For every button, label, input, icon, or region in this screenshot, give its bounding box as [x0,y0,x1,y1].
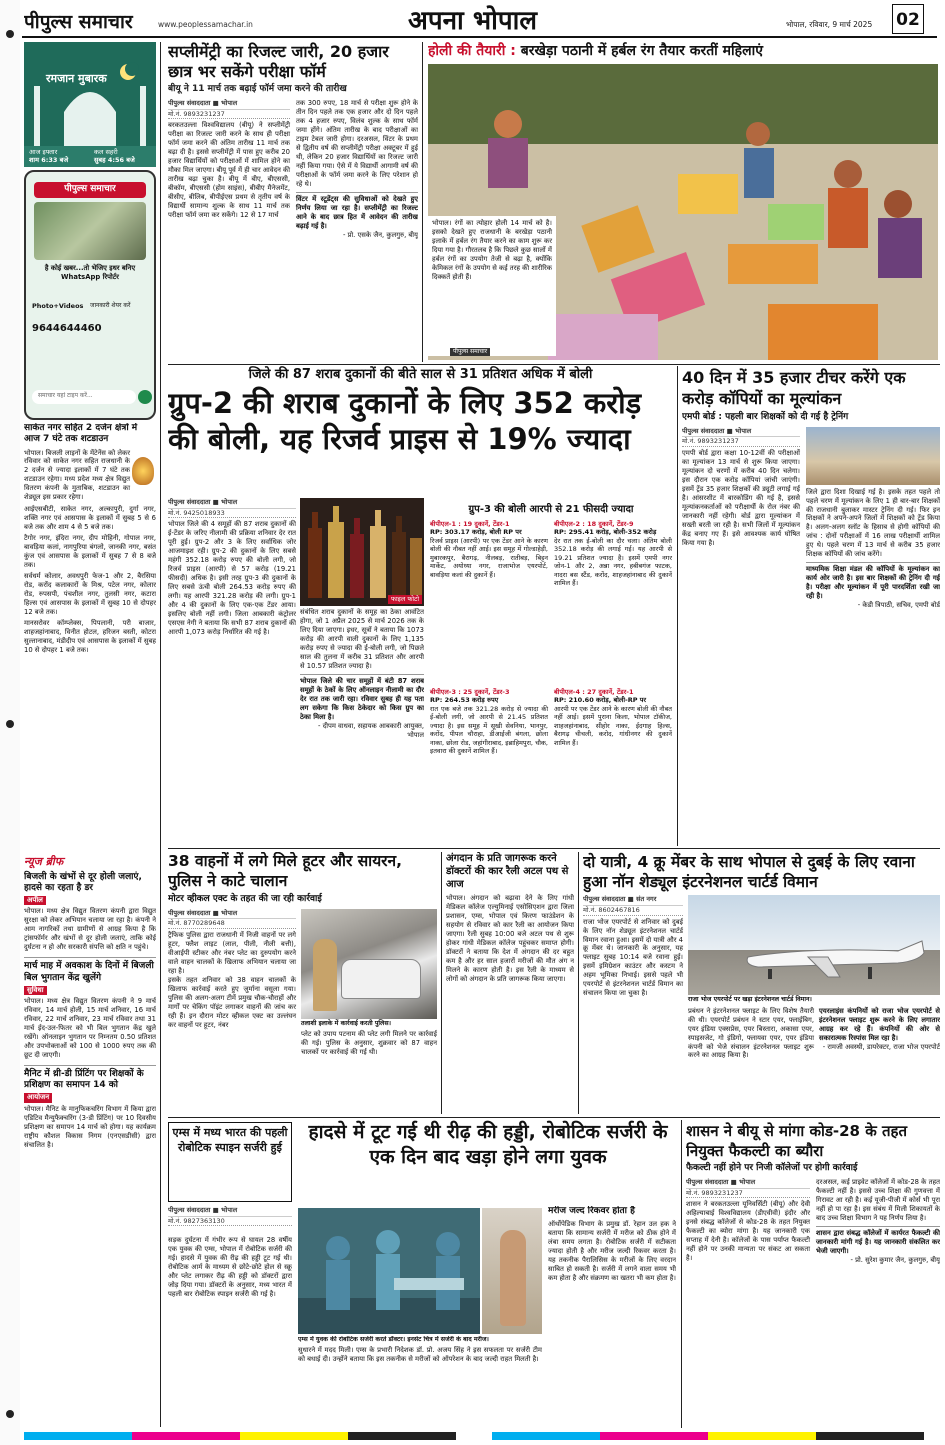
brief-1-text: भोपाल। मध्य क्षेत्र विद्युत वितरण कंपनी द्वारा विद्युत सुरक्षा को लेकर अभियान चलाया जा रहा है। कंपनी ने आम नागरिकों तथा ग्रामीणों से आग्रह किया है कि ट्रांसफॉर्मर और खंभों से दूर होली जलाएं, ताकि कोई दुर्घटना न हो और सरकारी संपत्ति को क्षति न पहुंचे। [24,907,156,952]
share-label: जानकारी शेयर करें [90,302,131,309]
brief-3-text: भोपाल। मैनिट के मानुफिकचरिंग विभाग में किया द्वारा एडिटिव मैन्युफैक्चरिंग (3-डी प्रिंटिंग) पर 10 दिवसीय प्रशिक्षण का समापन 14 मार्च को होगा। यह कार्यक्रम राष्ट्रीय कौशल विकास निगम (एनएसडीसी) द्वारा संचालित है। [24,1104,156,1149]
liquor-mobile: मो.नं. 9425018933 [168,509,296,519]
promo-photo [34,202,146,260]
group-1-text: रिजर्व प्राइस (आरपी) पर एक टेंडर आने के कारण बोली की नौबत नहीं आई। इस समूह में गोल्डाहेड़ी, मुबारकपुर, बैरागढ़, नीलबड़, रातीबड़, बिट्टन मार्केट, अयोध्या नगर, राजाभोज एयरपोर्ट, बावड़िया कलां की दुकानें हैं। [430,536,548,579]
shutdown-list [24,505,156,655]
brief-2-label: सुविधा [24,986,47,995]
shutdown-article [24,423,156,853]
traffic-subhead: मोटर व्हीकल एक्ट के तहत की जा रही कार्रवाई [168,893,322,904]
robotic-col2: सुधारने में मदद मिली। एम्स के प्रभारी निदेशक डॉ. प्रो. अजय सिंह ने इस सफलता पर सर्जरी टीम को बधाई दी। उन्होंने बताया कि इस तकनीक से मरीजों को ऑपरेशन के बाद जल्दी राहत मिलती है। [298,1346,542,1363]
faculty-article [686,1122,940,1428]
exam-subhead: बीयू ने 11 मार्च तक बढ़ाई फॉर्म जमा करने की तारीख [168,84,347,94]
flight-mobile: मो.नं. 8602467816 [583,906,683,916]
liquor-byline: पीपुल्स संवाददाता ■ भोपाल [168,498,296,509]
iftar-label: आज इफ्तार [29,148,58,156]
flight-photo [688,895,940,995]
list-item: मानसरोवर कॉम्प्लेक्स, पिपलानी, परी बाजार, शाहजहांनाबाद, विनीत होटल, हरिजन बस्ती, कोटरा सुल्तानाबाद, मंडीदीप एवं आसपास के इलाकों में सुबह 10 से दोपहर 1 बजे तक। [24,618,156,654]
photo-label: Photo+Videos [32,302,84,310]
section-title [408,4,537,38]
dateline: भोपाल, रविवार, 9 मार्च 2025 [786,20,873,29]
teacher-mobile: मो.नं. 9893231237 [682,437,800,447]
traffic-photo [301,909,437,1019]
robotic-mobile: मो.नं. 9827363130 [168,1217,292,1227]
robotic-kicker: एम्स में मध्य भारत की पहली रोबोटिक स्पाइन सर्जरी हुई [172,1126,288,1154]
group-4-text: आरपी पर एक टेंडर आने के कारण बोली की नौबत नहीं आई। इसमें पुराना किला, भोपाल टॉकीज, शाहजहांनाबाद, सीहोर नाका, ईदगाह हिल्स, बैरागढ़ चीचली, करोद, गांधीनगर की दुकानें शामिल हैं। [554,704,672,747]
brief-1-headline: बिजली के खंभों से दूर होली जलाएं, हादसे का रहता है डर [24,871,142,893]
send-icon[interactable] [138,390,152,404]
liquor-kicker: जिले की 87 शराब दुकानों की बीते साल से 31 प्रतिशत अधिक में बोली [248,367,593,382]
brief-3-label: आयोजन [24,1093,52,1102]
sehri-time: सुबह 4:56 बजे [94,156,135,164]
exam-byline: पीपुल्स संवाददाता ■ भोपाल [168,99,290,110]
car-shape [341,959,421,999]
robotic-col1: सड़क दुर्घटना में गंभीर रूप से घायल 28 वर्षीय एक युवक की एम्स, भोपाल में रोबोटिक सर्जरी की गई। हादसे में युवक की रीढ़ की हड्डी टूट गई थी। रोबोटिक आर्म के माध्यम से छोटे-छोटे होल से स्क्रू और प्लेट लगाकर रीढ़ की हड्डी को डॉक्टरों द्वारा जोड़ दिया गया। डॉक्टरों के अनुसार, मध्य भारत में पहली बार रोबोटिक स्पाइन सर्जरी की गई है। [168,1236,292,1298]
faculty-col1: शासन ने बरकतउल्ला यूनिवर्सिटी (बीयू) और देवी अहिल्याबाई विश्वविद्यालय (डीएवीवी) इंदौर और इनसे संबद्ध कॉलेजों से कोड-28 के तहत नियुक्त फैकल्टी का ब्योरा मांगा है। यह जानकारी एक सप्ताह में देनी है। कॉलेजों के पास पर्याप्त फैकल्टी नहीं होने पर उनकी मान्यता पर संकट आ सकता है। [686,1200,810,1263]
group-3-head: बीपीएल-3 : 25 दुकानें, टेंडर-3 [430,688,510,696]
traffic-headline: 38 वाहनों में लगे मिले हूटर और सायरन, पुलिस ने काटे चालान [168,852,403,890]
traffic-caption: तलाशी इलाके में कार्रवाई करती पुलिस। [301,1019,391,1027]
teacher-headline: 40 दिन में 35 हजार टीचर करेंगे एक करोड़ कॉपियों का मूल्यांकन [682,368,906,408]
flight-article [583,852,940,1114]
holi-photo [428,64,938,360]
group-2-sub: RP: 295.41 करोड़, बोली-352 करोड़ [554,528,657,537]
shutdown-headline: साकेत नगर सहित 2 दर्जन क्षेत्रों में आज 7 घंटे तक शटडाउन [24,423,138,445]
robotic-side [548,1206,676,1428]
traffic-article [168,852,438,1114]
liquor-attribution: - दीपम वाधवा, सहायक आबकारी आयुक्त, भोपाल [317,721,424,739]
flight-caption: राजा भोज एयरपोर्ट पर खड़ा इंटरनेशनल चार्टर्ड विमान। [688,996,812,1004]
brief-2-text: भोपाल। मध्य क्षेत्र विद्युत वितरण कंपनी ने 9 मार्च रविवार, 14 मार्च होली, 15 मार्च शनिवार, 16 मार्च रविवार, 22 मार्च शनिवार, 23 मार्च रविवार तथा 31 मार्च ईद-उल-फितर को भी बिल भुगतान केंद्र खुले रखेंगे। ऑनलाइन भुगतान पर निम्नतम 0.50 प्रतिशत और उपभोक्ताओं को 100 से 1000 रुपए तक की छूट दी जाएगी। [24,997,156,1059]
group-2-text: देर रात तक ई-बोली का दौर चला। अंतिम बोली 352.18 करोड़ की लगाई गई। यह आरपी से 19.21 प्रतिशत ज्यादा है। इसमें एमपी नगर जोन-1 और 2, अन्ना नगर, हबीबगंज फाटक, नादरा बस स्टैंड, करोंद, शाहजहांनाबाद की दुकानें शामिल हैं। [554,536,672,588]
group-2-head: बीपीएल-2 : 18 दुकानें, टेंडर-9 [554,520,634,528]
patient-shape [500,1230,526,1326]
liquor-note: भोपाल जिले की चार समूहों में बंटी 87 शराब समूहों के ठेकों के लिए ऑनलाइन नीलामी का दौर देर रात तक जारी रहा। रविवार सुबह ही यह पता लग सकेगा कि किस ठेकेदार को किस ग्रुप का ठेका मिला है। [300,674,424,722]
traffic-intro: ट्रैफिक पुलिस द्वारा राजधानी में निजी वाहनों पर लगे हूटर, फ्लैश लाइट (लाल, पीली, नीली बत्ती), वीआईपी स्टीकर और नंबर प्लेट का दुरुपयोग करने वाले वाहन चालकों के खिलाफ अभियान चलाया जा रहा है। [168,930,296,975]
exam-col2: तक 300 रुपए, 18 मार्च से परीक्षा शुरू होने के तीन दिन पहले तक एक हजार और दो दिन पहले तक 4 हजार रुपए, विलंब शुल्क के साथ फॉर्म जमा होंगे। अंतिम तारीख के बाद परीक्षाओं का टाइम टेबल जारी होगा। दरअसल, विंटर के प्रथम से द्वितीय वर्ष की सप्लीमेंट्री परीक्षा अक्टूबर में हुई थी, लेकिन 20 हजार विद्यार्थियों का रिजल्ट जारी नहीं किया गया। ऐसे में ये विद्यार्थी आगामी वर्ष की परीक्षाओं के फॉर्म जमा करने के लिए परेशान हो रहे थे। [296,98,418,188]
liquor-subhead: ग्रुप-3 की बोली आरपी से 21 फीसदी ज्यादा [468,504,634,515]
liquor-photo [300,498,424,606]
faculty-mobile: मो.नं. 9893231237 [686,1189,810,1199]
liquor-body-1: भोपाल जिले की 4 समूहों की 87 शराब दुकानों की ई-टेंडर के जरिए नीलामी की प्रक्रिया शनिवार देर रात पूरी हुई। ग्रुप-2 और 3 के लिए सर्वाधिक जोर आजमाइश रही। ग्रुप-2 की दुकानों के लिए सबसे महंगी 352.18 करोड़ रुपए की बोली लगी, जो रिजर्व प्राइस (आरपी) से 57 करोड़ (19.21 फीसदी) अधिक है। इसी तरह ग्रुप-3 की दुकानों के लिए सबसे ऊंची बोली 264.53 करोड़ रुपए की लगी। यह आरपी 321.28 करोड़ की लगी। ग्रुप-1 और 4 की दुकानों के लिए एक-एक टेंडर आया। इसलिए बोली नहीं लगी। जिला आबकारी कंट्रोलर एसएस नेगी ने बताया कि सभी 87 शराब दुकानों की आरपी 1,073 करोड़ निर्धारित की गई है। [168,520,296,636]
teacher-quote: माध्यमिक शिक्षा मंडल की कॉपियों के मूल्यांकन का कार्य ओर जारी है। इस बार शिक्षकों की ट्रेनिंग दी गई है। परीक्षा और मूल्यांकन में पूरी पारदर्शिता रखी जा रही है। [806,562,940,601]
robotic-side-head: मरीज जल्द रिकवर होता है [548,1206,635,1216]
faculty-attribution: - प्रो. सुरेश कुमार जैन, कुलगुरु, बीयू [850,1255,940,1264]
liquor-body-2: संबंधित शराब दुकानों के समूह का ठेका आवंटित होगा, जो 1 अप्रैल 2025 से मार्च 2026 तक के लिए दिया जाएगा। इधर, सूत्रों ने बताया कि 1073 करोड़ की आरपी वाली दुकानों के लिए 1,135 करोड़ रुपए से ज्यादा की ई-बोली लगी, जो पिछले साल की तुलना में करीब 31 प्रतिशत और आरपी से 10.57 प्रतिशत ज्यादा है। [300,608,424,670]
photo-tag: फाइल फोटो [388,595,422,604]
flight-attribution: - रामजी अवस्थी, डायरेक्टर, राजा भोज एयरपोर्ट [822,1042,940,1051]
teacher-col1: एमपी बोर्ड द्वारा कक्षा 10-12वीं की परीक्षाओं का मूल्यांकन 13 मार्च से शुरू किया जाएगा। मूल्यांकन दो चरणों में करीब 40 दिन चलेगा। इस दौरान एक करोड़ कॉपियां जांची जाएंगी। इसमें ट्रेंड 35 हजार शिक्षकों की ड्यूटी लगाई गई है। आंसरशीट में बारकोडिंग की गई है, इससे मूल्यांकनकर्ताओं को परीक्षार्थी के रोल नंबर की जानकारी नहीं रहेगी। बोर्ड द्वारा मूल्यांकन में सख्ती बरती जा रही है। सभी जिलों में मूल्यांकन केंद्र बनाए गए हैं। इसे आवश्यक कार्य घोषित किया गया है। [682,448,800,547]
traffic-col2: प्लेट को उपाय पटनाम की प्लेट लगी मिलने पर कार्रवाई की गई। पुलिस के अनुसार, शुक्रवार को 87 वाहन चालकों पर कार्रवाई की गई थी। [301,1029,437,1056]
shutdown-intro: भोपाल। बिजली लाइनों के मेंटेनेंस को लेकर रविवार को साकेत नगर सहित राजधानी के 2 दर्जन से ज्यादा इलाकों में 7 घंटे तक शटडाउन रहेगा। मध्य प्रदेश मध्य क्षेत्र विद्युत वितरण कंपनी के मुताबिक, शटडाउन का शेड्यूल इस प्रकार रहेगा। [24,448,130,502]
ramzan-title: रमजान मुबारक [46,72,107,85]
news-brief [24,855,156,1430]
organ-article [446,852,574,1114]
brief-1-label: अपील [24,896,46,905]
robotic-photo [298,1208,542,1334]
liquor-col1 [168,498,296,843]
exam-article [168,42,418,362]
sehri-label: कल सहरी [94,148,118,156]
traffic-byline: पीपुल्स संवाददाता ■ भोपाल [168,909,296,920]
page-number: 02 [892,4,924,34]
list-item: टैगोर नगर, इंदिरा नगर, दीप मोहिनी, गोपाल नगर, बावड़िया कलां, नागपुरिया बंगलो, जानकी नगर, बसंत कुंज एवं आसपास के इलाकों में सुबह 7 से 8 बजे तक। [24,534,156,570]
promo-logo: पीपुल्स समाचार [34,182,146,198]
promo-tagline: है कोई खबर...तो भेजिए इधर बनिए WhatsApp रिपोर्टर [44,264,136,282]
list-item: सर्वधर्म कोलार, अवधपुरी फेज-1 और 2, बैरसिया रोड, करोंद कलाकारों के मिश्र, पटेल नगर, कोलार रोड, रुपसपी, पंचशील नगर, तुलसी नगर, कटारा हिल्स एवं आसपास के इलाकों में सुबह 10 से दोपहर 12 बजे तक। [24,572,156,616]
robotic-caption: एम्स में युवक की रोबोटिक सर्जरी करते डॉक्टर। इनसेट चित्र में सर्जरी के बाद मरीज। [298,1336,489,1343]
teacher-col2: जिले द्वारा दिशा दिखाई गई है। इसके तहत पहले तो पहले चरण में मूल्यांकन के लिए 1 ही बार-बार शिक्षकों की राजधानी बुलाकर मास्टर ट्रेनिंग दी गई। फिर इन शिक्षकों ने अपने-अपने जिलों में शिक्षकों को ट्रेंड किया है। अलग-अलग स्लॉट के हिसाब से होगी कॉपियों की जांच : दोनों परीक्षाओं में 16 लाख परीक्षार्थी शामिल हुए थे। पहले चरण में 13 मार्च से करीब 35 हजार शिक्षक कॉपियों की जांच करेंगे। [806,487,940,559]
traffic-mobile: मो.नं. 8770289648 [168,919,296,929]
paper-logo: पीपुल्स समाचार [24,11,133,33]
aircraft-icon [688,895,940,995]
robotic-body-1 [168,1236,292,1428]
holi-headline-row [428,42,940,61]
faculty-byline: पीपुल्स संवाददाता ■ भोपाल [686,1178,810,1189]
liquor-headline: ग्रुप-2 की शराब दुकानों के लिए 352 करोड़ की बोली, यह रिजर्व प्राइस से 19% ज्यादा [168,386,642,456]
flight-headline: दो यात्री, 4 क्रू मेंबर के साथ भोपाल से दुबई के लिए रवाना हुआ नॉन शेड्यूल इंटरनेशनल चार्टर्ड विमान [583,853,915,892]
group-1 [430,520,548,680]
brief-3-headline: मैनिट में थ्री-डी प्रिंटिंग पर शिक्षकों के प्रशिक्षण का समापन 14 को [24,1065,156,1092]
holi-headline: बरखेड़ा पठानी में हर्बल रंग तैयार करतीं महिलाएं [520,43,763,59]
faculty-headline: शासन ने बीयू से मांगा कोड-28 के तहत नियुक्त फैकल्टी का ब्यौरा [686,1122,908,1160]
faculty-quote: शासन द्वारा संबद्ध कॉलेजों में कार्यरत फैकल्टी की जानकारी मांगी गई है। यह जानकारी संकलित कर भेजी जाएगी। [816,1226,940,1256]
group-3-text: रात एक बजे तक 321.28 करोड़ से ज्यादा की ई-बोली लगी, जो आरपी से 21.45 प्रतिशत ज्यादा है। इस समूह में सूखी सेवनिया, भानपुर, करोंद, पीपल चौराहा, डीआईजी बंगला, छोला नाका, छोला रोड, जहांगीराबाद, इब्राहिमपुरा, चौक, इतवारा की दुकानें शामिल हैं। [430,704,548,756]
masthead [24,4,944,38]
flight-byline: पीपुल्स संवाददाता ■ संत नगर [583,895,683,906]
exam-col1: बरकतउल्ला विश्वविद्यालय (बीयू) ने सप्लीमेंट्री परीक्षा का रिजल्ट जारी करने के साथ ही परीक्षा फॉर्म जमा करने की अंतिम तारीख 11 मार्च तक बढ़ा दी है। इससे सप्लीमेंट्री में पास हुए करीब 20 हजार विद्यार्थियों को परीक्षाओं में शामिल होने का मौका मिल जाएगा। बीयू पूर्व में ही चार आवेदन की तारीख बढ़ा चुका है। बीयू में बीए, बीएससी, बीकॉम, बीएससी (होम साइंस), बीबीए मैनेजमेंट, बीसीए, बीलिब, बीपीईएस प्रथम से तृतीय वर्ष के विद्यार्थी सामान्य शुल्क के साथ 11 मार्च तक परीक्षा फॉर्म जमा कर सकेंगे। 12 से 17 मार्च [168,121,291,219]
group-2 [554,520,672,680]
officer-shape [313,939,337,1011]
teacher-article [682,368,940,846]
group-3 [430,688,548,843]
robotic-byline-box [168,1206,292,1236]
brief-2-headline: मार्च माह में अवकाश के दिनों में बिजली बिल भुगतान केंद्र खुलेंगे [24,957,156,984]
teacher-byline: पीपुल्स संवाददाता ■ भोपाल [682,427,800,438]
liquor-col2 [300,608,424,843]
teacher-subhead: एमपी बोर्ड : पहली बार शिक्षकों को दी गई है ट्रेनिंग [682,411,849,422]
organ-text: भोपाल। अंगदान को बढ़ावा देने के लिए गांधी मेडिकल कॉलेज एल्युमिनाई एसोसिएशन द्वारा जिला प्रशासन, एम्स, भोपाल एवं किरण फाउंडेशन के सहयोग से रविवार को कार रैली का आयोजन किया जाएगा। रैली सुबह 10:00 बजे अटल पथ से शुरू होकर गांधी मेडिकल कॉलेज पहुंचकर समाप्त होगी। डॉक्टरों ने बताया कि देश में अंगदान की दर बहुत कम है और हर साल हजारों मरीजों की मौत अंग न मिलने के कारण होती है। इस रैली के माध्यम से लोगों को अंगदान के प्रति जागरूक किया जाएगा। [446,894,574,983]
faculty-col2: दरअसल, कई प्राइवेट कॉलेजों में कोड-28 के तहत फैकल्टी नहीं है। इससे उच्च शिक्षा की गुणवत्ता में गिरावट आ रही है। कई यूजी-पीजी में कोर्स भी पूरा नहीं हो पा रहा है। इस संबंध में मिली शिकायतों के बाद उच्च शिक्षा विभाग ने यह निर्णय लिया है। [816,1177,940,1222]
group-4 [554,688,672,843]
whatsapp-promo [24,170,156,420]
exam-attribution: - प्रो. एसके जैन, कुलगुरु, बीयू [342,230,418,239]
group-4-head: बीपीएल-4 : 27 दुकानें, टेंडर-1 [554,688,634,696]
group-1-sub: RP: 303.17 करोड़, बोली RP पर [430,528,522,537]
website: www.peoplessamachar.in [158,20,253,29]
ramzan-box [24,42,156,167]
traffic-col1: इसके तहत शनिवार को 38 वाहन चालकों के खिलाफ कार्रवाई करते हुए जुर्माना वसूला गया। पुलिस की अलग-अलग टीमें प्रमुख चौक-चौराहों और मार्गों पर चेकिंग पॉइंट लगाकर वाहनों की जांच कर रही हैं। इन दौरान मोटर व्हीकल एक्ट का उल्लंघन कर वाहनों पर हूटर, नंबर [168,975,296,1029]
robotic-kicker-box [168,1122,292,1202]
holi-credit: पीपुल्स समाचार [450,348,490,356]
exam-mobile: मो.नं. 9893231237 [168,110,290,120]
group-4-sub: RP: 210.60 करोड़, बोली-RP पर [554,696,647,705]
group-1-head: बीपीएल-1 : 19 दुकानें, टेंडर-1 [430,520,510,528]
robotic-body-2 [298,1346,542,1428]
holi-text: भोपाल। रंगों का त्योहार होली 14 मार्च को है। इसको देखते हुए राजधानी के बरखेड़ा पठानी इलाके में हर्बल रंग तैयार करने का काम शुरू कर दिया गया है। गौरतलब है कि पिछले कुछ सालों में हर्बल रंगों का उपयोग तेजी से बढ़ा है, क्योंकि केमिकल रंगों के उपयोग से कई तरह की शारीरिक दिक्कतें होती हैं। [428,216,556,356]
flight-quote: एयरलाइंस कंपनियों को राजा भोज एयरपोर्ट से इंटरनेशनल फ्लाइट शुरू करने के लिए लगातार आग्रह कर रहे हैं। कंपनियों की ओर से सकारात्मक रिस्पांस मिल रहा है। [819,1006,940,1042]
patient-inset [480,1208,542,1334]
bulb-icon [132,457,154,485]
organ-headline: अंगदान के प्रति जागरूक करने डॉक्टरों की कार रैली अटल पथ से आज [446,853,569,890]
faculty-subhead: फैकल्टी नहीं होने पर निजी कॉलेजों पर होगी कार्रवाई [686,1163,858,1173]
teacher-attribution: - केडी त्रिपाठी, सचिव, एमपी बोर्ड [857,601,940,610]
exam-headline: सप्लीमेंट्री का रिजल्ट जारी, 20 हजार छात्र भर सकेंगे परीक्षा फॉर्म [168,42,389,81]
teacher-photo [806,427,940,485]
whatsapp-input[interactable]: समाचार यहां टाइप करें... [32,390,136,404]
exam-callout: विंटर में स्टूडेंट्स की सुविधाओं को देखते हुए निर्णय लिया जा रहा है। सप्लीमेंट्री का रिजल्ट आने के बाद छात्र हित में आवेदन की तारीख बढ़ाई गई है। [296,192,418,231]
robotic-byline: पीपुल्स संवाददाता ■ भोपाल [168,1206,292,1217]
bottles-illustration [300,498,424,606]
section-text: अपना भोपाल [408,6,537,36]
robotic-headline: हादसे में टूट गई थी रीढ़ की हड्डी, रोबोटिक सर्जरी के एक दिन बाद खड़ा होने लगा युवक [308,1121,668,1168]
list-item: आईएसबीटी, साकेत नगर, अल्कापुरी, दुर्गा नगर, शक्ति नगर एवं आसपास के इलाकों में सुबह 5 से 6 बजे तक और शाम 4 से 5 बजे तक। [24,505,156,532]
group-3-sub: RP: 264.53 करोड़ रुपए [430,696,499,705]
phone-number: 9644644460 [32,323,102,334]
robotic-side-text: ऑर्थोपेडिक विभाग के प्रमुख डॉ. रेहान उल हक ने बताया कि सामान्य सर्जरी में मरीज को ठीक होने में लंबा समय लगता है। रोबोटिक सर्जरी में सटीकता ज्यादा होती है और मरीज जल्दी रिकवर करता है। यह तकनीक पैरालिसिस के मरीजों के लिए वरदान साबित हो सकती है। सर्जरी में लगने वाला समय भी कम होता है और संक्रमण का खतरा भी कम होता है। [548,1219,676,1282]
holi-kicker: होली की तैयारी : [428,43,516,59]
flight-col2: प्रबंधन ने इंटरनेशनल फ्लाइट के लिए विशेष तैयारी की थी। एयरपोर्ट प्रबंधन ने स्टार एयर, फ्लाईबिग, एयर इंडिया एक्सप्रेस, एयर बिस्तारा, अकासा एयर, स्पाइसजेट, गो इंडिगो, फ्लायवा एयर, एयर इंडिया कंपनी को भेजे संचालन इंटरनेशनल फ्लाइट शुरू करने का आग्रह किया है। [688,1006,814,1060]
iftar-time: शाम 6:33 बजे [29,156,69,164]
flight-col1: राजा भोज एयरपोर्ट से शनिवार को दुबई के लिए नॉन शेड्यूल इंटरनेशनल चार्टर्ड विमान रवाना हुआ। इसमें दो यात्री और 4 क्रू मेंबर थे। जानकारी के अनुसार, यह फ्लाइट सुबह 10:14 बजे रवाना हुई। इसमें इमिग्रेशन काउंटर और कस्टम ने अहम भूमिका निभाई। इससे पहले भी एयरपोर्ट से इंटरनेशनल चार्टर्ड विमान का संचालन किया जा चुका है। [583,917,683,998]
brief-title: न्यूज ब्रीफ [24,855,64,868]
